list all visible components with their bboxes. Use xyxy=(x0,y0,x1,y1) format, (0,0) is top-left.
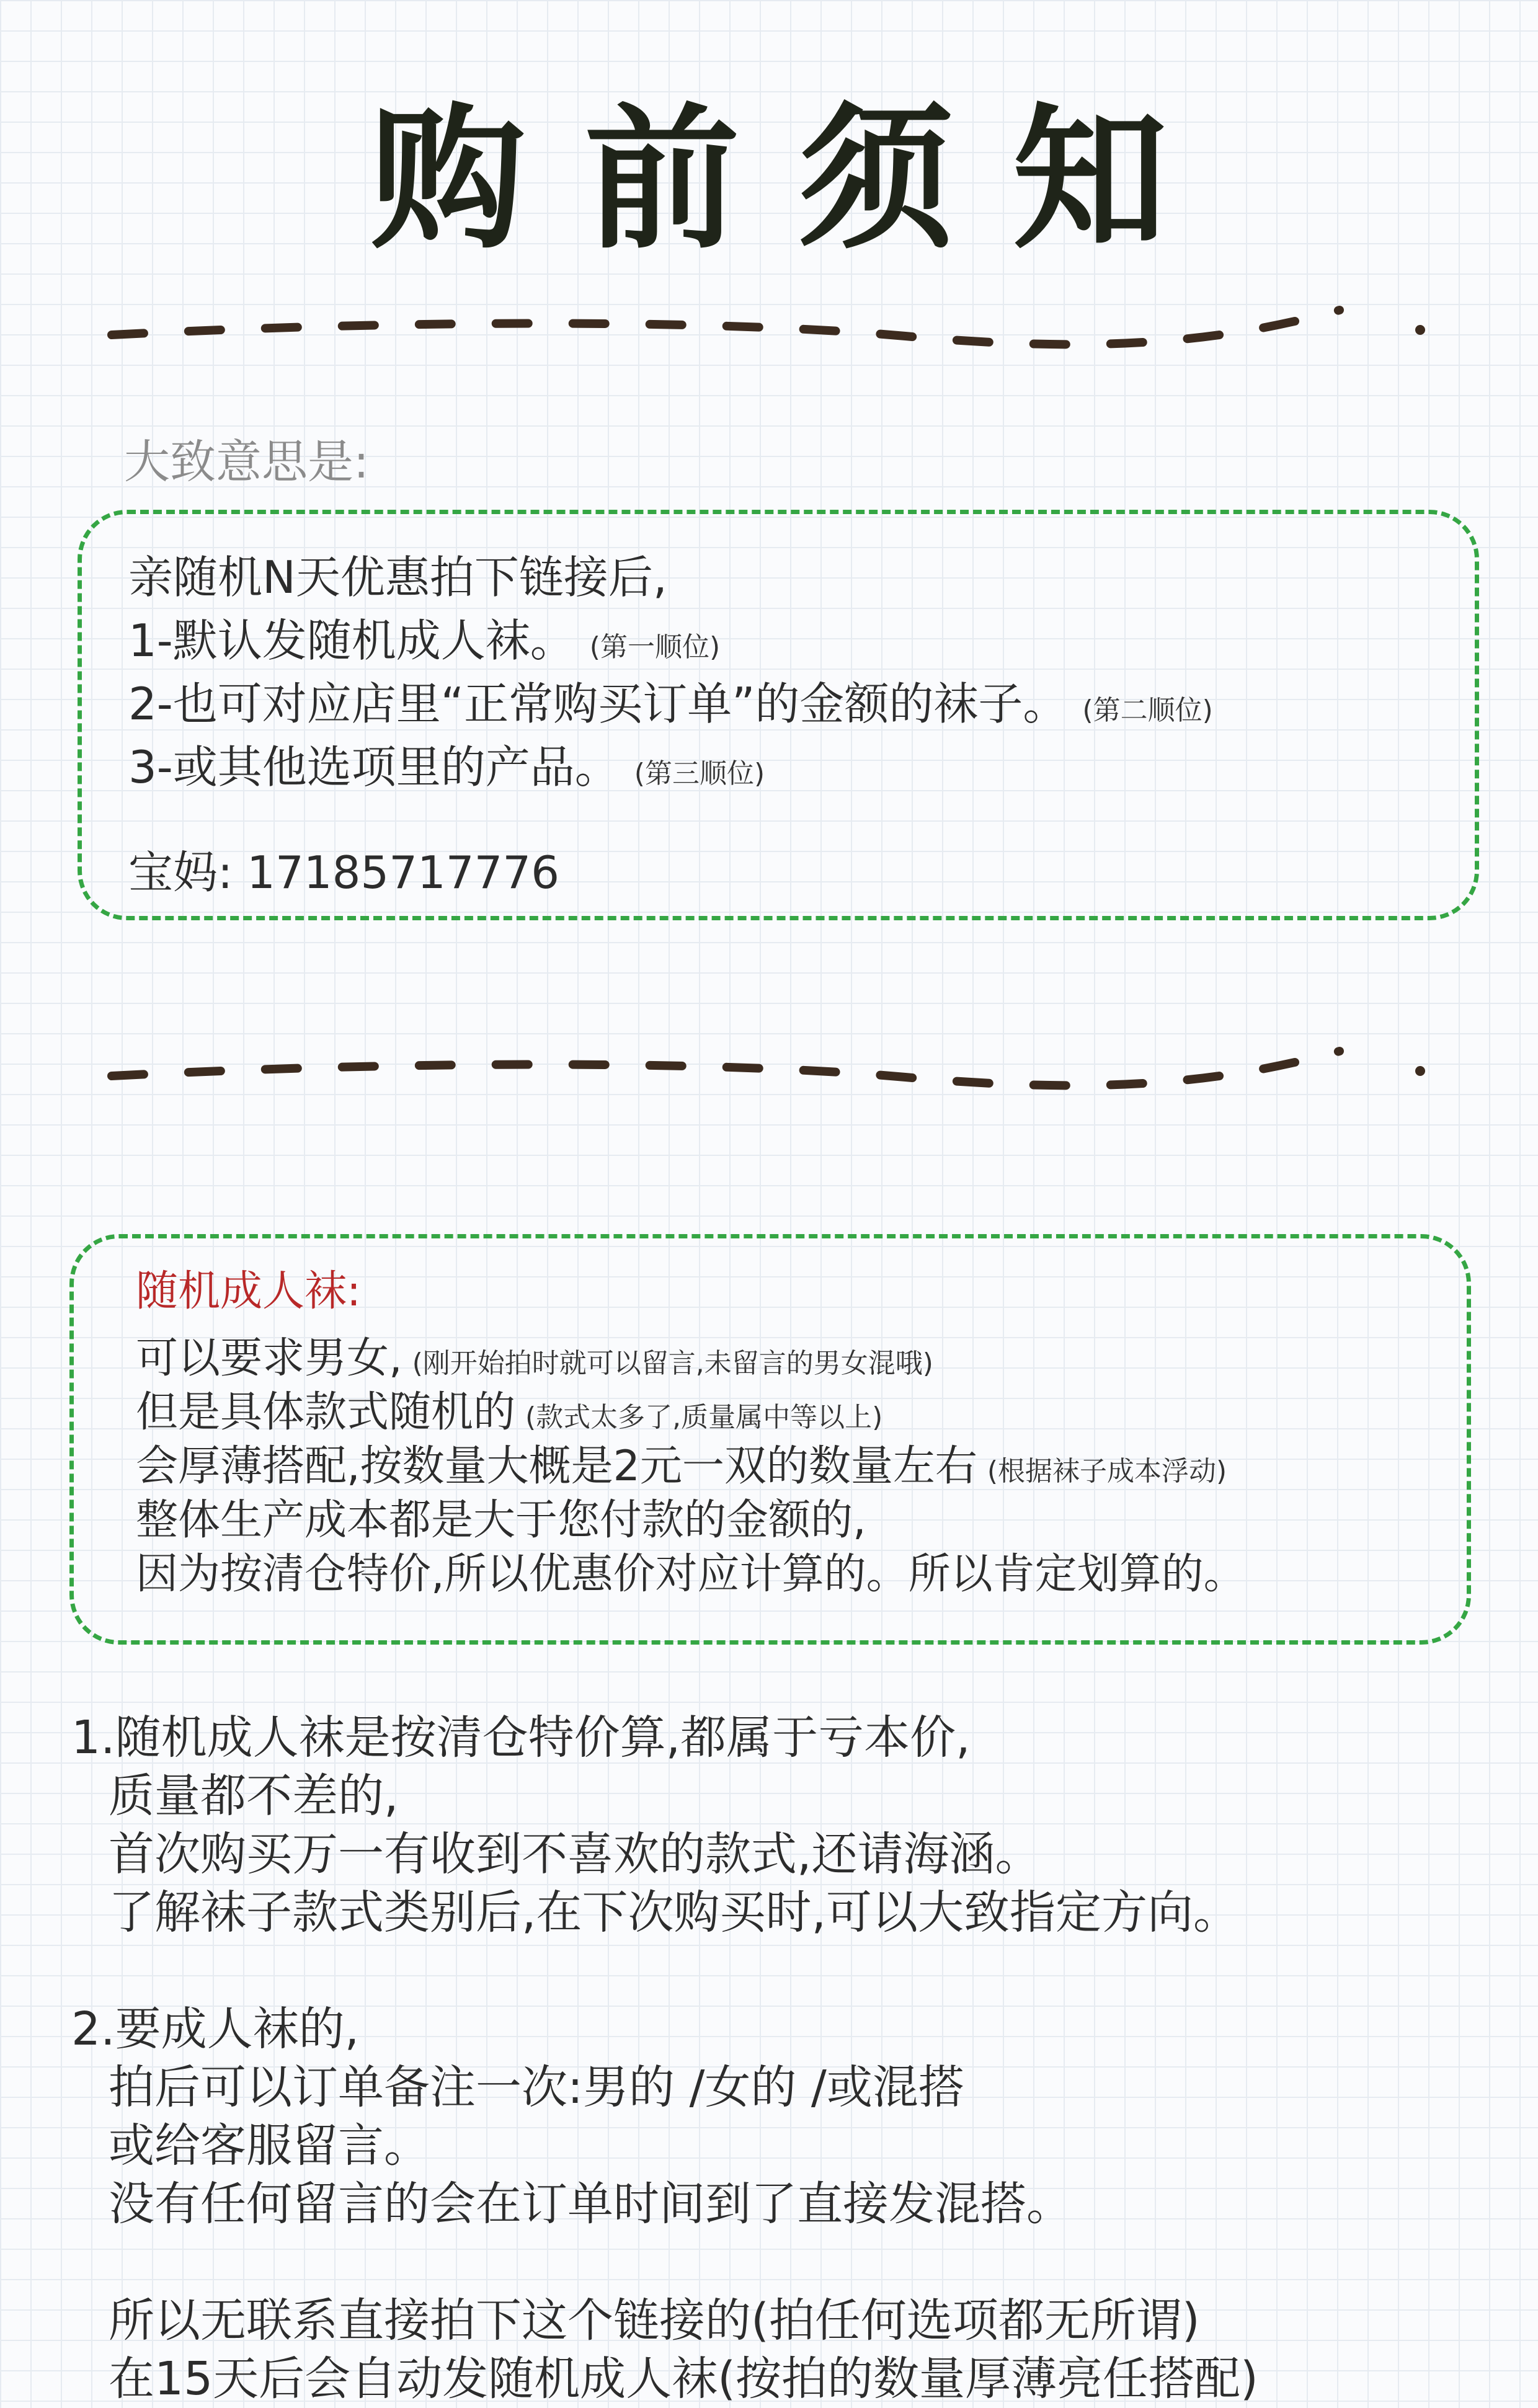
section2-line2: 拍后可以订单备注一次:男的 /女的 /或混搭 xyxy=(109,2061,964,2114)
intro-label: 大致意思是: xyxy=(124,435,369,489)
box2-line2 xyxy=(136,1385,882,1445)
random-socks-heading: 随机成人袜: xyxy=(136,1267,361,1316)
wavy-divider-top xyxy=(99,291,1439,366)
box1-line3-text: 2-也可对应店里“正常购买订单”的金额的袜子。 xyxy=(128,678,1068,730)
box1-line4 xyxy=(128,736,765,805)
wavy-divider-dot xyxy=(1415,1066,1425,1076)
section2-line4: 没有任何留言的会在订单时间到了直接发混搭。 xyxy=(109,2177,1072,2231)
section1-line2: 质量都不差的, xyxy=(109,1769,399,1823)
box2-line5: 因为按清仓特价,所以优惠价对应计算的。所以肯定划算的。 xyxy=(136,1550,1246,1599)
box2-line1-note: (刚开始拍时就可以留言,未留言的男女混哦) xyxy=(412,1348,933,1379)
box1-line3-note: (第二顺位) xyxy=(1082,695,1213,726)
box2-line4: 整体生产成本都是大于您付款的金额的, xyxy=(136,1496,866,1545)
page-title: 购前须知 xyxy=(370,89,1227,270)
box2-line3-note: (根据袜子成本浮动) xyxy=(987,1455,1227,1487)
box1-line2-text: 1-默认发随机成人袜。 xyxy=(128,615,575,667)
terms-box xyxy=(78,510,1479,920)
box1-line3 xyxy=(128,673,1213,742)
section3-line1: 所以无联系直接拍下这个链接的(拍任何选项都无所谓) xyxy=(109,2294,1200,2347)
wavy-divider-dot xyxy=(1415,325,1425,335)
box2-line3-text: 会厚薄搭配,按数量大概是2元一双的数量左右 xyxy=(136,1442,977,1491)
box2-line3 xyxy=(136,1439,1227,1499)
wavy-divider-line xyxy=(112,310,1340,344)
section3-line2: 在15天后会自动发随机成人袜(按拍的数量厚薄亮任搭配) xyxy=(109,2352,1258,2406)
box1-line2 xyxy=(128,610,720,678)
wavy-divider-middle xyxy=(99,1033,1439,1107)
section1-line3: 首次购买万一有收到不喜欢的款式,还请海涵。 xyxy=(109,1828,1041,1881)
section1-line4: 了解袜子款式类别后,在下次购买时,可以大致指定方向。 xyxy=(109,1886,1240,1939)
box2-line1 xyxy=(136,1331,933,1391)
section2-line3: 或给客服留言。 xyxy=(109,2119,430,2172)
section2-line1: 2.要成人袜的, xyxy=(71,2002,360,2056)
box1-line4-note: (第三顺位) xyxy=(634,758,765,789)
box1-line4-text: 3-或其他选项里的产品。 xyxy=(128,741,620,793)
wavy-divider-line xyxy=(112,1051,1340,1085)
box2-line2-note: (款式太多了,质量属中等以上) xyxy=(525,1402,883,1433)
section1-line1: 1.随机成人袜是按清仓特价算,都属于亏本价, xyxy=(71,1711,971,1764)
box2-line1-text: 可以要求男女, xyxy=(136,1334,402,1383)
random-socks-box xyxy=(69,1234,1471,1645)
contact-phone: 宝妈: 17185717776 xyxy=(128,846,560,899)
box1-line1: 亲随机N天优惠拍下链接后, xyxy=(128,551,667,603)
box2-line2-text: 但是具体款式随机的 xyxy=(136,1388,516,1437)
box1-line2-note: (第一顺位) xyxy=(589,631,721,663)
